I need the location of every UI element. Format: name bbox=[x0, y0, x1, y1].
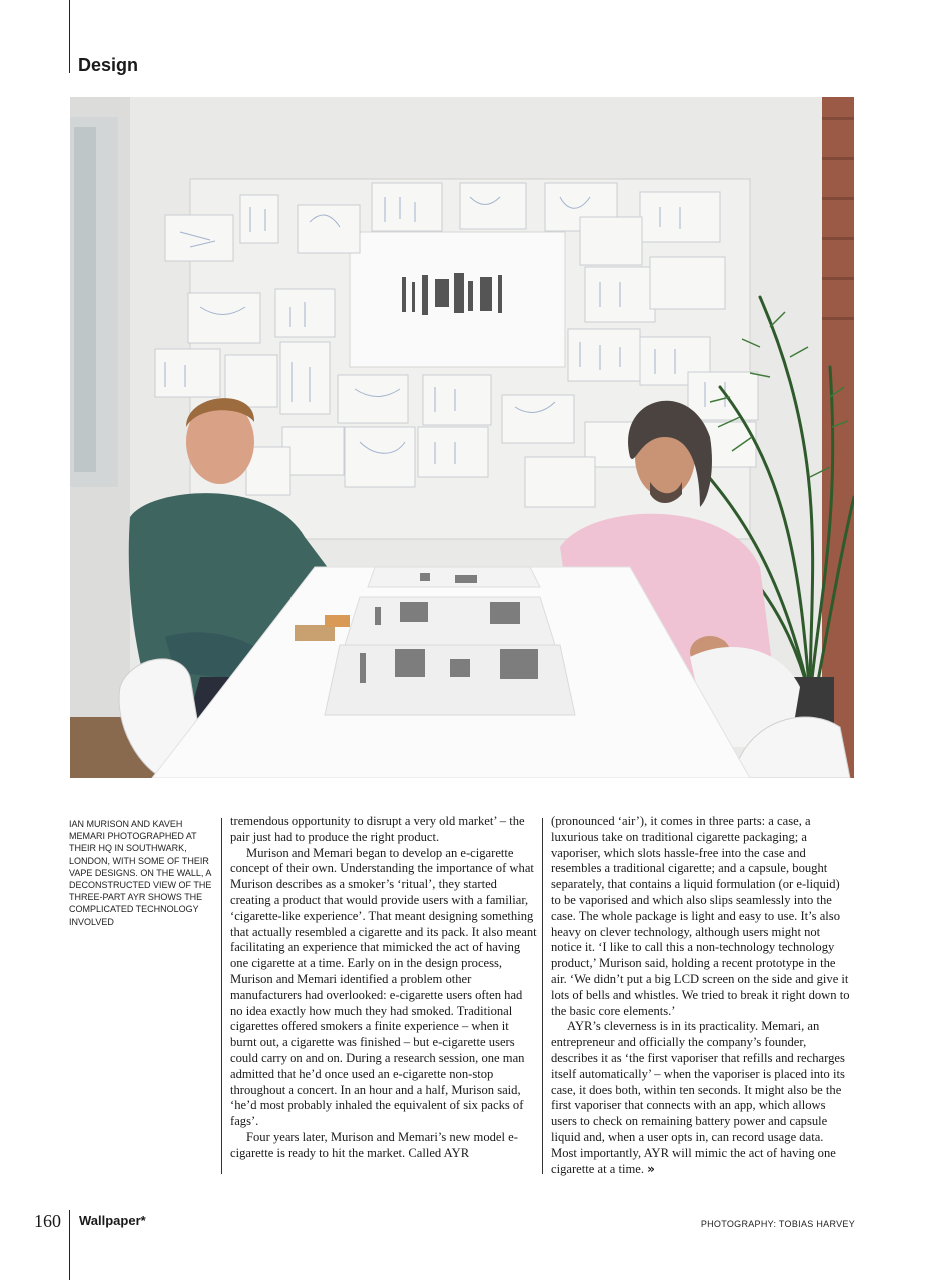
article-column-1 bbox=[230, 814, 538, 1162]
section-title: Design bbox=[78, 55, 139, 75]
magazine-name: Wallpaper* bbox=[79, 1213, 146, 1228]
paragraph bbox=[551, 1019, 851, 1177]
footer-rule bbox=[69, 1210, 70, 1280]
column-rule bbox=[542, 818, 543, 1174]
top-rule bbox=[69, 0, 70, 73]
paragraph: (pronounced ‘air’), it comes in three parts: a case, a luxurious take on traditional cigarette packaging; a vaporiser, which slots hassle-free into the case and resembles a traditional cigarette; and a capsule, bought separately, that contains a liquid formulation (or e-liquid) to be vaporised and which also slips seamlessly into the case. The whole package is light and easy to use. It’s also heavy on clever technology, although users might not notice it. ‘I like to call this a non-technology technology product,’ Murison said, holding a recent prototype in the air. ‘We didn’t put a big LCD screen on the side and give it lots of bells and whistles. We tried to break it right down to the basic core elements.’ bbox=[551, 814, 850, 1018]
article-column-2 bbox=[551, 814, 851, 1177]
page-number: 160 bbox=[34, 1211, 61, 1231]
photo-caption: IAN MURISON AND KAVEH MEMARI PHOTOGRAPHED AT THEIR HQ IN SOUTHWARK, LONDON, WITH SOME OF THEIR VAPE DESIGNS. ON THE WALL, A DECONSTRUCTED VIEW OF THE THREE-PART AYR SHOWS THE COMPLICATED TECHNOLOGY INVOLVED bbox=[69, 819, 212, 927]
paragraph: Murison and Memari began to develop an e-cigarette concept of their own. Understanding the importance of what Murison describes as a smoker’s ‘ritual’, they started creating a product that would provide users with a familiar, ‘cigarette-like experience’. That meant designing something that actually resembled a cigarette and its pack. It also meant facilitating an experience that mimicked the act of having one cigarette at a time. Early on in the design process, Murison and Memari identified a problem other manufacturers had overlooked: e-cigarette users often had no idea exactly how much they had smoked. Traditional cigarettes offered smokers a finite experience – when it burnt out, a cigarette was finished – but e-cigarette users could carry on and on. During a research session, one man admitted that he’d once used an e-cigarette non-stop throughout a concert. In an hour and a half, Murison said, ‘he’d most probably inhaled the equivalent of six packs of fags’. bbox=[230, 845, 537, 1129]
paragraph: Four years later, Murison and Memari’s new model e-cigarette is ready to hit the market. Called AYR bbox=[230, 1129, 518, 1160]
paragraph-text: AYR’s cleverness is in its practicality. Memari, an entrepreneur and officially the company’s founder, describes it as ‘the first vaporiser that refills and recharges itself automatically’ – when the vaporiser is placed into its case, it does both, within ten seconds. It might also be the first vaporiser that connects with an app, which allows users to check on remaining battery power and capsule liquid and, when a user opts in, can record usage data. Most importantly, AYR will mimic the act of having one cigarette at a time. bbox=[551, 1019, 845, 1176]
paragraph: tremendous opportunity to disrupt a very old market’ – the pair just had to produce the right product. bbox=[230, 814, 525, 844]
end-mark: » bbox=[647, 1161, 655, 1176]
photo-credit: PHOTOGRAPHY: TOBIAS HARVEY bbox=[700, 1219, 855, 1229]
column-rule bbox=[221, 818, 222, 1174]
photo bbox=[70, 97, 854, 778]
